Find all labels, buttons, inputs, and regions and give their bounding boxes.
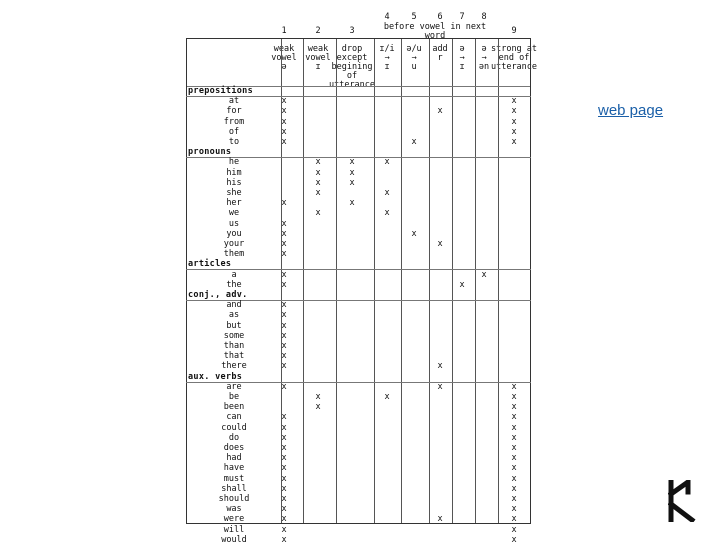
mark-cell: x <box>281 463 287 474</box>
category-label: prepositions <box>188 86 254 96</box>
word-cell: a <box>231 269 237 280</box>
category-row <box>0 373 720 382</box>
table-row <box>0 189 720 198</box>
word-cell: that <box>223 351 245 362</box>
mark-cell: x <box>459 279 465 290</box>
table-row <box>0 464 720 473</box>
mark-cell: x <box>281 422 287 433</box>
category-label: aux. verbs <box>188 371 243 382</box>
mark-cell: x <box>281 381 287 392</box>
word-cell: of <box>228 126 240 137</box>
word-cell: were <box>223 514 245 525</box>
mark-cell: x <box>384 157 390 168</box>
column-header-line: vowel <box>305 53 331 63</box>
mark-cell: x <box>281 106 287 117</box>
mark-cell: x <box>281 524 287 535</box>
logo-icon <box>668 480 696 522</box>
column-header-line: ɪ <box>315 62 321 72</box>
table-row <box>0 352 720 361</box>
mark-cell: x <box>281 341 287 351</box>
word-cell: would <box>221 534 247 545</box>
mark-cell: x <box>281 116 287 127</box>
mark-cell: x <box>511 483 517 494</box>
table-row <box>0 505 720 514</box>
mark-cell: x <box>281 320 287 331</box>
mark-cell: x <box>511 106 517 117</box>
mark-cell: x <box>349 167 355 178</box>
table-row <box>0 209 720 218</box>
mark-cell: x <box>511 116 517 127</box>
word-cell: been <box>223 402 245 413</box>
category-label: pronouns <box>188 147 232 158</box>
word-cell: us <box>228 218 240 229</box>
mark-cell: x <box>437 361 443 372</box>
table-row <box>0 536 720 545</box>
mark-cell: x <box>315 177 321 188</box>
table-row <box>0 250 720 259</box>
column-header-line: ən <box>478 62 490 72</box>
column-header-line: strong at <box>490 44 538 54</box>
word-cell: must <box>223 473 245 484</box>
mark-cell: x <box>481 269 487 280</box>
category-row <box>0 148 720 157</box>
mark-cell: x <box>281 483 287 494</box>
table-row <box>0 179 720 188</box>
word-cell: some <box>223 330 245 341</box>
mark-cell: x <box>315 402 321 413</box>
word-cell: as <box>228 310 240 321</box>
column-header-line: add <box>432 44 448 54</box>
word-cell: them <box>223 249 245 260</box>
mark-cell: x <box>281 137 287 147</box>
mark-cell: x <box>511 392 517 402</box>
table-row <box>0 413 720 422</box>
mark-cell: x <box>384 208 390 219</box>
mark-cell: x <box>349 157 355 168</box>
word-cell: but <box>226 320 242 331</box>
mark-cell: x <box>281 239 287 249</box>
column-number: 3 <box>349 26 355 36</box>
mark-cell: x <box>511 504 517 515</box>
mark-cell: x <box>511 412 517 423</box>
column-header-line: → <box>384 53 390 63</box>
column-header-line: except <box>336 53 368 63</box>
span-header: before vowel in next <box>383 22 487 32</box>
word-cell: your <box>223 239 245 249</box>
word-cell: should <box>218 494 250 504</box>
span-header: word <box>424 31 446 41</box>
table-row <box>0 393 720 402</box>
word-cell: the <box>226 279 242 290</box>
category-label: conj., adv. <box>188 290 248 300</box>
column-header-line: drop <box>341 44 363 54</box>
mark-cell: x <box>281 218 287 229</box>
column-header-line: ɪ <box>384 62 390 72</box>
mark-cell: x <box>281 330 287 341</box>
column-header-line: u <box>411 62 417 72</box>
mark-cell: x <box>281 534 287 545</box>
column-number: 6 <box>437 12 443 22</box>
word-cell: her <box>226 198 242 209</box>
category-label: articles <box>188 259 232 270</box>
mark-cell: x <box>511 432 517 443</box>
mark-cell: x <box>315 167 321 178</box>
mark-cell: x <box>384 188 390 198</box>
word-cell: have <box>223 463 245 474</box>
mark-cell: x <box>511 494 517 504</box>
mark-cell: x <box>511 514 517 525</box>
category-row <box>0 260 720 269</box>
mark-cell: x <box>511 524 517 535</box>
mark-cell: x <box>281 453 287 464</box>
mark-cell: x <box>511 422 517 433</box>
word-cell: was <box>226 504 242 515</box>
mark-cell: x <box>511 534 517 545</box>
mark-cell: x <box>511 463 517 474</box>
mark-cell: x <box>437 514 443 525</box>
table-row <box>0 199 720 208</box>
mark-cell: x <box>281 494 287 504</box>
table-row <box>0 301 720 310</box>
table-row <box>0 444 720 453</box>
table-row <box>0 169 720 178</box>
column-header-line: weak <box>307 44 329 54</box>
table-row <box>0 138 720 147</box>
category-row <box>0 87 720 96</box>
category-row <box>0 291 720 300</box>
word-cell: could <box>221 422 247 433</box>
mark-cell: x <box>349 177 355 188</box>
table-row <box>0 454 720 463</box>
column-number: 2 <box>315 26 321 36</box>
table-row <box>0 230 720 239</box>
word-cell: him <box>226 167 242 178</box>
table-row <box>0 424 720 433</box>
word-cell: can <box>226 412 242 423</box>
mark-cell: x <box>511 443 517 453</box>
mark-cell: x <box>281 473 287 484</box>
table-row <box>0 271 720 280</box>
word-cell: for <box>226 106 242 117</box>
mark-cell: x <box>281 269 287 280</box>
table-row <box>0 240 720 249</box>
mark-cell: x <box>437 239 443 249</box>
mark-cell: x <box>437 381 443 392</box>
table-row <box>0 475 720 484</box>
table-row <box>0 495 720 504</box>
mark-cell: x <box>411 137 417 147</box>
mark-cell: x <box>281 300 287 311</box>
word-cell: at <box>228 96 240 107</box>
table-row <box>0 515 720 524</box>
mark-cell: x <box>281 249 287 260</box>
table-row <box>0 128 720 137</box>
column-header-line: ə/u <box>406 44 422 54</box>
table-row <box>0 311 720 320</box>
column-number: 8 <box>481 12 487 22</box>
column-header-line: ɪ <box>459 62 465 72</box>
table-row <box>0 342 720 351</box>
word-cell: are <box>226 381 242 392</box>
word-cell: be <box>228 392 240 402</box>
column-header-line: ə <box>481 44 487 54</box>
mark-cell: x <box>511 453 517 464</box>
mark-cell: x <box>281 279 287 290</box>
mark-cell: x <box>281 504 287 515</box>
table-row <box>0 332 720 341</box>
table-row <box>0 281 720 290</box>
mark-cell: x <box>349 198 355 209</box>
table-row <box>0 383 720 392</box>
word-cell: from <box>223 116 245 127</box>
mark-cell: x <box>281 96 287 107</box>
word-cell: than <box>223 341 245 351</box>
table-row <box>0 485 720 494</box>
mark-cell: x <box>281 514 287 525</box>
column-header-line: ə <box>281 62 287 72</box>
web-page-link[interactable]: web page <box>598 102 664 119</box>
mark-cell: x <box>281 361 287 372</box>
column-header-line: r <box>437 53 443 63</box>
mark-cell: x <box>511 126 517 137</box>
mark-cell: x <box>511 473 517 484</box>
mark-cell: x <box>281 412 287 423</box>
table-row <box>0 434 720 443</box>
mark-cell: x <box>411 228 417 239</box>
column-header-line: weak <box>273 44 295 54</box>
word-cell: does <box>223 443 245 453</box>
column-header-line: utterance <box>490 62 538 72</box>
word-cell: you <box>226 228 242 239</box>
mark-cell: x <box>315 157 321 168</box>
mark-cell: x <box>511 137 517 147</box>
word-cell: do <box>228 432 240 443</box>
word-cell: will <box>223 524 245 535</box>
table-row <box>0 403 720 412</box>
column-header-line: utterance <box>328 80 376 90</box>
mark-cell: x <box>315 208 321 219</box>
mark-cell: x <box>281 432 287 443</box>
word-cell: to <box>228 137 240 147</box>
table-row <box>0 362 720 371</box>
mark-cell: x <box>315 188 321 198</box>
column-header-line: → <box>459 53 465 63</box>
word-cell: he <box>228 157 240 168</box>
mark-cell: x <box>281 228 287 239</box>
mark-cell: x <box>281 443 287 453</box>
word-cell: she <box>226 188 242 198</box>
word-cell: and <box>226 300 242 311</box>
word-cell: shall <box>221 483 247 494</box>
mark-cell: x <box>511 381 517 392</box>
column-header-line: of <box>346 71 358 81</box>
column-header-line: → <box>481 53 487 63</box>
mark-cell: x <box>511 402 517 413</box>
word-cell: had <box>226 453 242 464</box>
word-cell: there <box>221 361 247 372</box>
column-header-line: begining <box>331 62 373 72</box>
table-row <box>0 322 720 331</box>
column-number: 5 <box>411 12 417 22</box>
mark-cell: x <box>384 392 390 402</box>
table-row <box>0 526 720 535</box>
column-header-line: → <box>411 53 417 63</box>
column-number: 1 <box>281 26 287 36</box>
column-header-line: vowel <box>271 53 297 63</box>
mark-cell: x <box>281 351 287 362</box>
mark-cell: x <box>281 198 287 209</box>
table-row <box>0 158 720 167</box>
mark-cell: x <box>281 310 287 321</box>
table-row <box>0 220 720 229</box>
column-number: 7 <box>459 12 465 22</box>
mark-cell: x <box>437 106 443 117</box>
word-cell: his <box>226 177 242 188</box>
mark-cell: x <box>281 126 287 137</box>
column-number: 4 <box>384 12 390 22</box>
word-cell: we <box>228 208 240 219</box>
column-header-line: ə <box>459 44 465 54</box>
column-header-line: ɪ/i <box>379 44 395 54</box>
column-number: 9 <box>511 26 517 36</box>
mark-cell: x <box>511 96 517 107</box>
column-header-line: end of <box>498 53 530 63</box>
mark-cell: x <box>315 392 321 402</box>
